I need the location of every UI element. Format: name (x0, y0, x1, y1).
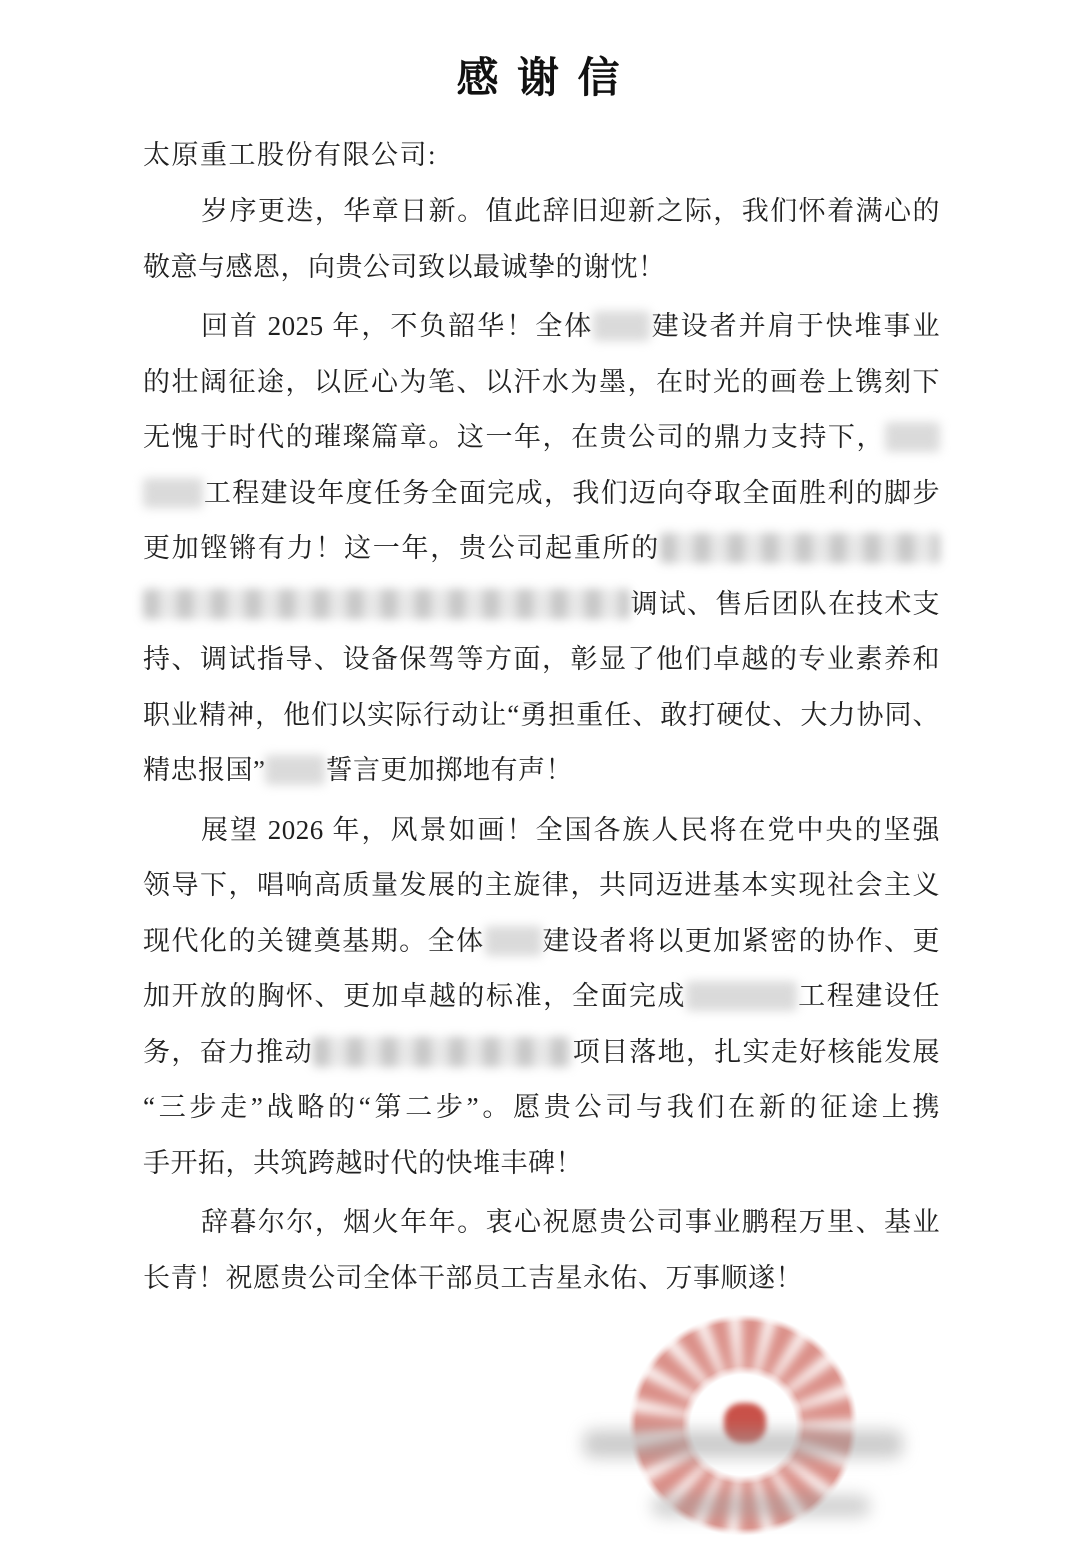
letter-line: 辞暮尔尔，烟火年年。衷心祝愿贵公司事业鹏程万里、基业 (201, 1207, 940, 1237)
letter-line: 岁序更迭，华章日新。值此辞旧迎新之际，我们怀着满心的 (201, 196, 940, 226)
redacted-text-blur (143, 589, 630, 619)
paragraph (143, 799, 940, 1192)
paragraph (143, 1191, 940, 1306)
letter-line: 务，奋力推动 项目落地，扎实走好核能发展 (143, 1036, 941, 1067)
letter-line: 长青！祝愿贵公司全体干部员工吉星永佑、万事顺遂！ (143, 1262, 803, 1293)
redacted-text-blur (143, 478, 203, 508)
letter-title: 感 谢 信 (456, 56, 624, 102)
seal-text-blur-2 (652, 1495, 870, 1517)
paragraph (143, 184, 940, 295)
letter-line: 领导下，唱响高质量发展的主旋律，共同迈进基本实现社会主义 (143, 870, 940, 900)
letter-line: 无愧于时代的璀璨篇章。这一年，在贵公司的鼎力支持下， (143, 410, 940, 466)
redacted-text-blur (593, 311, 650, 341)
redacted-text-blur (485, 926, 542, 956)
redacted-text-blur (265, 755, 325, 785)
letter-line: 的壮阔征途，以匠心为笔、以汗水为墨，在时光的画卷上镌刻下 (143, 366, 940, 397)
redacted-text-blur (885, 422, 940, 452)
paragraph (143, 295, 940, 799)
seal-text-blur-1 (583, 1430, 903, 1458)
letter-line: 持、调试指导、设备保驾等方面，彰显了他们卓越的专业素养和 (143, 644, 940, 674)
salutation-line: 太原重工股份有限公司: (143, 140, 438, 170)
letter-line: “三步走”战略的“第二步”。愿贵公司与我们在新的征途上携 (143, 1092, 940, 1122)
letter-line: 敬意与感恩，向贵公司致以最诚挚的谢忱！ (143, 251, 666, 282)
letter-line: 展望 2026 年，风景如画！全国各族人民将在党中央的坚强 (201, 814, 940, 845)
letter-line: 精忠报国” 誓言更加掷地有声！ (143, 755, 573, 785)
letter-line: 加开放的胸怀、更加卓越的标准，全面完成 工程建设任 (143, 981, 941, 1011)
letter-line: 回首 2025 年，不负韶华！全体 建设者并肩于快堆事业 (201, 311, 941, 341)
letter-line: 工程建设年度任务全面完成，我们迈向夺取全面胜利的脚步 (143, 466, 940, 522)
letter-line: 现代化的关键奠基期。全体 建设者将以更加紧密的协作、更 (143, 925, 941, 956)
redacted-text-blur (660, 533, 940, 563)
redacted-text-blur (313, 1037, 572, 1067)
letter-line: 手开拓，共筑跨越时代的快堆丰碑！ (143, 1147, 583, 1178)
letter-line: 更加铿锵有力！这一年，贵公司起重所的 (143, 521, 940, 577)
letter-line: 调试、售后团队在技术支 (143, 577, 940, 633)
letter-body (143, 184, 940, 1306)
letter-line: 职业精神，他们以实际行动让“勇担重任、敢打硬仗、大力协同、 (143, 699, 940, 730)
redacted-text-blur (686, 981, 797, 1011)
